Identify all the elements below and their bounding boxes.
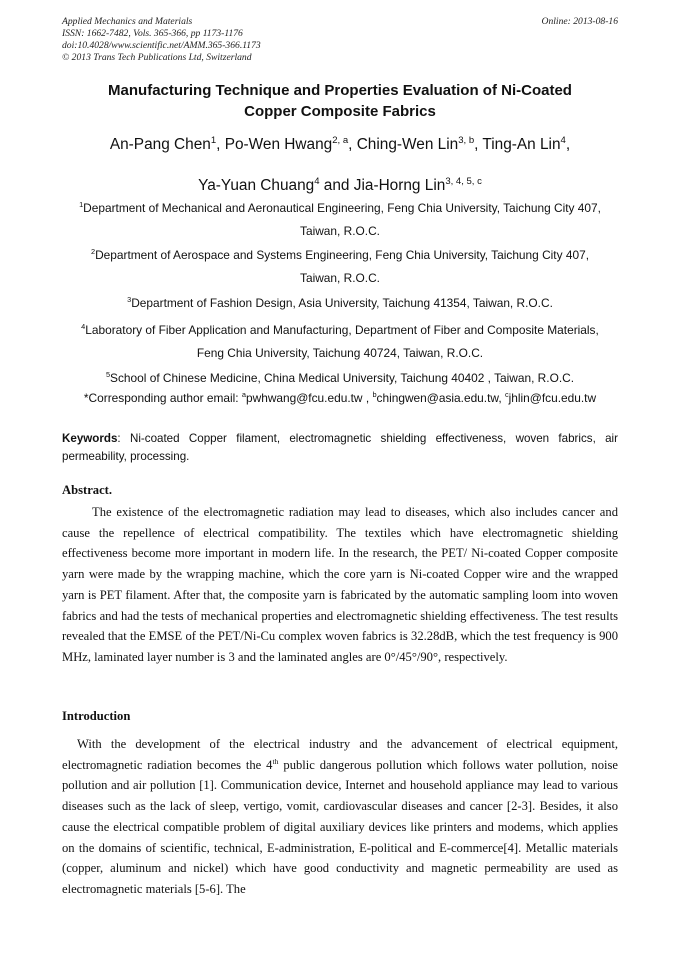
affiliation-line: School of Chinese Medicine, China Medical University, Taichung 40402 , Taiwan, R.O.C.	[110, 371, 575, 385]
author-affiliation-mark: 3, 4, 5, c	[445, 175, 482, 187]
author-name: Jia-Horng Lin	[353, 177, 446, 194]
keywords	[62, 430, 618, 466]
affiliation-4	[62, 319, 618, 364]
author-list	[62, 134, 618, 196]
email-link[interactable]: jhlin@fcu.edu.tw	[508, 391, 597, 405]
affiliation-mark: 1	[79, 200, 84, 210]
issn: ISSN: 1662-7482, Vols. 365-366, pp 1173-1176	[62, 28, 243, 39]
email-link[interactable]: chingwen@asia.edu.tw	[376, 391, 499, 405]
introduction-text-part: public dangerous pollution which follows water pollution, noise pollution and air pollution [1]. Communication device, Internet and household appliance may lead to various diseases such as the lack of sleep, vertigo, vomit, cardiovascular diseases and cancer [2-3]. Besides, it also cause the electrical compatible problem of digital auxiliary devices like printers and modems, which applies on the domains of scientific, technical, E-administration, E-political and E-commerce[4]. Metallic materials (copper, aluminum and nickel) which have good conductivity and magnetic permeability are used as electromagnetic materials [5-6]. The	[62, 757, 618, 896]
keywords-label: Keywords	[62, 432, 118, 445]
journal-header	[62, 16, 618, 64]
online-date: Online: 2013-08-16	[541, 16, 618, 27]
affiliation-line: Department of Fashion Design, Asia University, Taichung 41354, Taiwan, R.O.C.	[131, 296, 553, 310]
affiliation-3	[62, 292, 618, 315]
affiliation-mark: 5	[105, 370, 111, 380]
affiliation-mark: 3	[127, 295, 132, 305]
affiliation-line: Taiwan, R.O.C.	[300, 270, 380, 285]
author-affiliation-mark: 4	[314, 175, 320, 187]
author-affiliation-mark: 2, a	[332, 134, 349, 146]
affiliation-mark: 2	[90, 247, 96, 257]
author-name: Ya-Yuan Chuang	[198, 177, 315, 194]
keywords-text: : Ni-coated Copper filament, electromagnetic shielding effectiveness, woven fabrics, air permeability, processing.	[62, 432, 618, 463]
abstract-heading: Abstract.	[62, 483, 113, 497]
author-affiliation-mark: 4	[560, 134, 566, 146]
affiliation-line: Department of Mechanical and Aeronautical Engineering, Feng Chia University, Taichung City 407,	[83, 201, 601, 215]
author-line-1: An-Pang Chen$^1$, Po-Wen Hwang$^{2, a}$, Ching-Wen Lin$^{3, b}$, Ting-An Lin$^4$,	[109, 134, 571, 153]
email-mark: b	[372, 390, 377, 400]
email-link[interactable]: pwhwang@fcu.edu.tw	[246, 391, 363, 405]
affiliation-line: Department of Aerospace and Systems Engineering, Feng Chia University, Taichung City 407,	[95, 248, 590, 262]
ordinal-superscript: th	[272, 756, 279, 766]
affiliation-line: Laboratory of Fiber Application and Manufacturing, Department of Fiber and Composite Materials,	[85, 323, 599, 337]
email-mark: a	[241, 390, 246, 400]
author-name: Ting-An Lin	[482, 136, 561, 153]
journal-name: Applied Mechanics and Materials	[62, 16, 193, 27]
doi: doi:10.4028/www.scientific.net/AMM.365-366.1173	[62, 40, 261, 51]
title-line-2: Copper Composite Fabrics	[244, 103, 436, 120]
abstract-text: The existence of the electromagnetic radiation may lead to diseases, which also includes cancer and cause the repellence of electrical compatibility. The textiles which have electromagnetic shielding effectiveness become more important in modern life. In the research, the PET/ Ni-coated Copper composite yarn were made by the wrapping machine, which the core yarn is Ni-coated Copper wire and the wrapped yarn is PET filament. After that, the composite yarn is fabricated by the automatic sampling loom into woven fabrics and had the tests of mechanical properties and electromagnetic shielding effectiveness. The test results revealed that the EMSE of the PET/Ni-Cu complex woven fabrics is 32.28dB, which the test frequency is 900 MHz, laminated layer number is 3 and the laminated angles are 0°/45°/90°, respectively.	[62, 505, 618, 664]
affiliation-1	[62, 197, 618, 242]
introduction-heading: Introduction	[62, 709, 131, 723]
author-line-2: Ya-Yuan Chuang$^4$ and Jia-Horng Lin$^{3, 4, 5, c}$	[198, 175, 482, 194]
copyright: © 2013 Trans Tech Publications Ltd, Switzerland	[62, 52, 252, 63]
corresponding-prefix: *Corresponding author email:	[83, 391, 242, 405]
introduction-text	[62, 734, 618, 900]
email-mark: c	[504, 390, 509, 400]
affiliation-line: Feng Chia University, Taichung 40724, Taiwan, R.O.C.	[196, 345, 484, 360]
paper-title	[62, 80, 618, 122]
author-name: Ching-Wen Lin	[356, 136, 459, 153]
title-line-1: Manufacturing Technique and Properties Evaluation of Ni-Coated	[108, 82, 572, 99]
affiliation-line: Taiwan, R.O.C.	[300, 223, 380, 238]
author-affiliation-mark: 1	[210, 134, 217, 146]
affiliation-mark: 4	[81, 322, 86, 332]
affiliation-2	[62, 244, 618, 289]
corresponding-author: *Corresponding author email: $^a$pwhwang@fcu.edu.tw , $^b$chingwen@asia.edu.tw, $^c$jhlin@fcu.edu.tw	[83, 390, 597, 405]
author-name: Po-Wen Hwang	[224, 136, 333, 153]
introduction-text-part: With the development of the electrical industry and the advancement of electrical equipment, electromagnetic radiation becomes the 4	[62, 737, 618, 772]
author-affiliation-mark: 3, b	[458, 134, 475, 146]
author-name: An-Pang Chen	[109, 136, 211, 153]
